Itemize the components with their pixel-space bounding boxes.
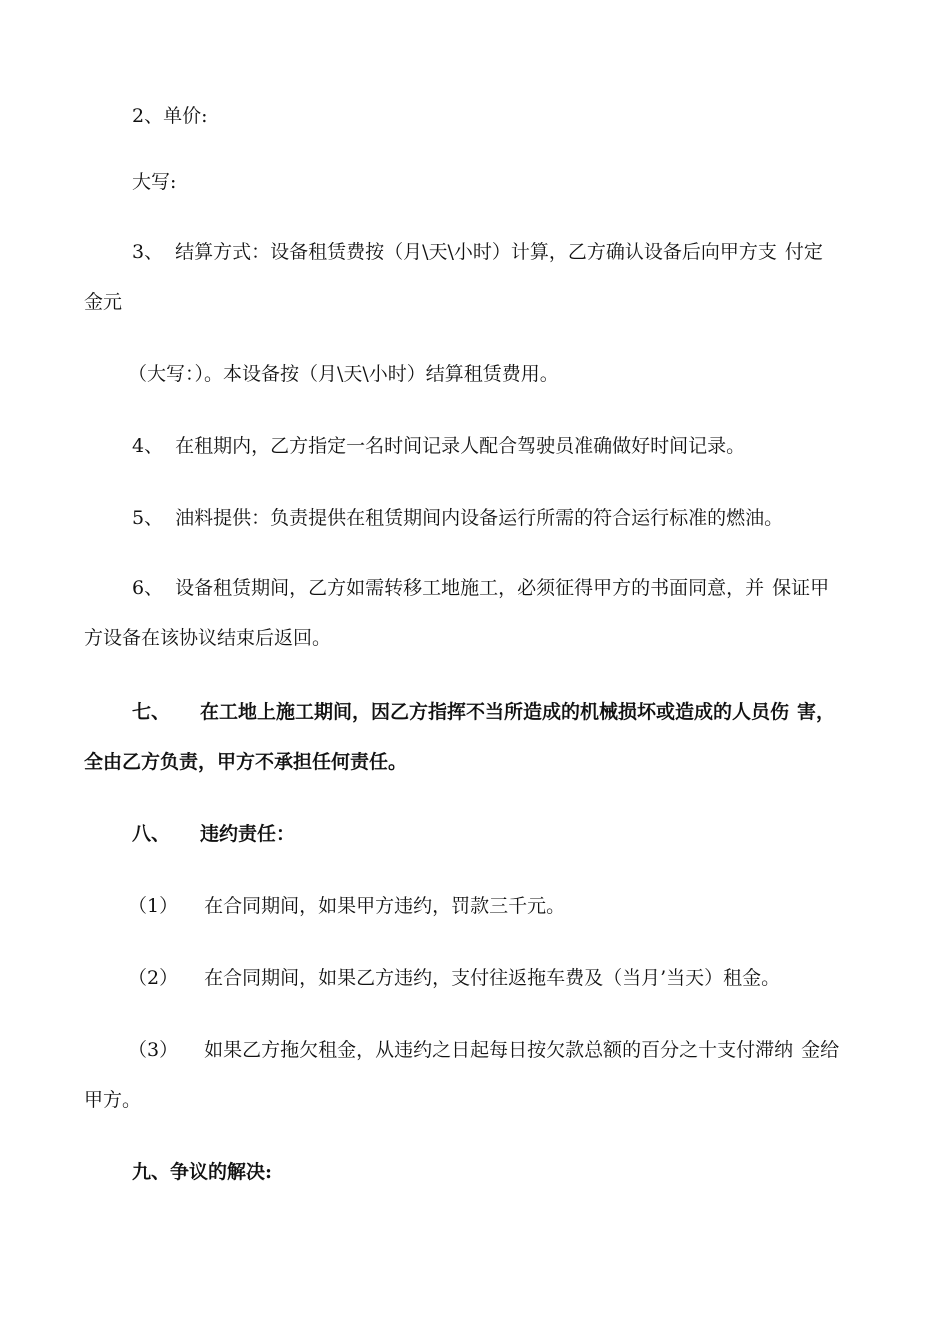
penalty-3-text-a: 如果乙方拖欠租金，从违约之日起每日按欠款总额的百分之十支付滞纳 [204, 1039, 794, 1061]
section-9-dispute [132, 1160, 272, 1184]
item-5-number: 5、 [132, 507, 164, 529]
section-7-cont-text: 全由乙方负责，甲方不承担任何责任。 [84, 751, 408, 773]
section-7-number: 七、 [132, 701, 171, 723]
item-5-fuel [132, 506, 783, 530]
penalty-3-number: （3） [128, 1039, 179, 1061]
penalty-2-text: 在合同期间，如果乙方违约，支付往返拖车费及（当月’当天）租金。 [204, 967, 781, 989]
section-7-liability [132, 700, 835, 724]
penalty-3-continuation [84, 1088, 141, 1112]
section-7-continuation [84, 750, 407, 774]
item-3-cont-text: 金元 [84, 291, 123, 313]
item-3-cont2-text: （大写：）。本设备按（月\天\小时）结算租赁费用。 [128, 363, 559, 385]
item-6-cont-text: 方设备在该协议结束后返回。 [84, 627, 332, 649]
item-6-text-a: 设备租赁期间，乙方如需转移工地施工，必须征得甲方的书面同意，并 [175, 577, 765, 599]
item-3-settlement [132, 240, 823, 264]
item-3-text-a: 结算方式：设备租赁费按（月\天\小时）计算，乙方确认设备后向甲方支 [175, 241, 777, 263]
item-6-text-b: 保证甲 [772, 577, 830, 599]
penalty-1-number: （1） [128, 895, 179, 917]
section-8-breach [132, 822, 295, 846]
item-3-continuation-2 [128, 362, 559, 386]
section-9-text: 九、争议的解决: [132, 1161, 273, 1183]
penalty-1 [128, 894, 565, 918]
penalty-3 [128, 1038, 839, 1062]
penalty-3-text-b: 金给 [801, 1039, 840, 1061]
item-2-text: 2、单价: [132, 105, 208, 127]
penalty-3-cont-text: 甲方。 [84, 1089, 142, 1111]
penalty-2-number: （2） [128, 967, 179, 989]
item-5-text: 油料提供：负责提供在租赁期间内设备运行所需的符合运行标准的燃油。 [175, 507, 784, 529]
section-8-number: 八、 [132, 823, 171, 845]
item-2-unit-price [132, 104, 208, 128]
daxie-line [132, 170, 176, 194]
item-6-continuation [84, 626, 331, 650]
section-7-text-a: 在工地上施工期间，因乙方指挥不当所造成的机械损坏或造成的人员伤 [200, 701, 790, 723]
item-3-continuation [84, 290, 122, 314]
item-4-time-record [132, 434, 745, 458]
item-3-number: 3、 [132, 241, 164, 263]
penalty-1-text: 在合同期间，如果甲方违约，罚款三千元。 [204, 895, 566, 917]
item-4-text: 在租期内，乙方指定一名时间记录人配合驾驶员准确做好时间记录。 [175, 435, 746, 457]
item-6-number: 6、 [132, 577, 164, 599]
daxie-text: 大写: [132, 171, 177, 193]
section-8-text: 违约责任： [200, 823, 296, 845]
section-7-text-b: 害， [797, 701, 836, 723]
penalty-2 [128, 966, 780, 990]
item-4-number: 4、 [132, 435, 164, 457]
item-6-transfer [132, 576, 829, 600]
item-3-text-b: 付定 [784, 241, 823, 263]
